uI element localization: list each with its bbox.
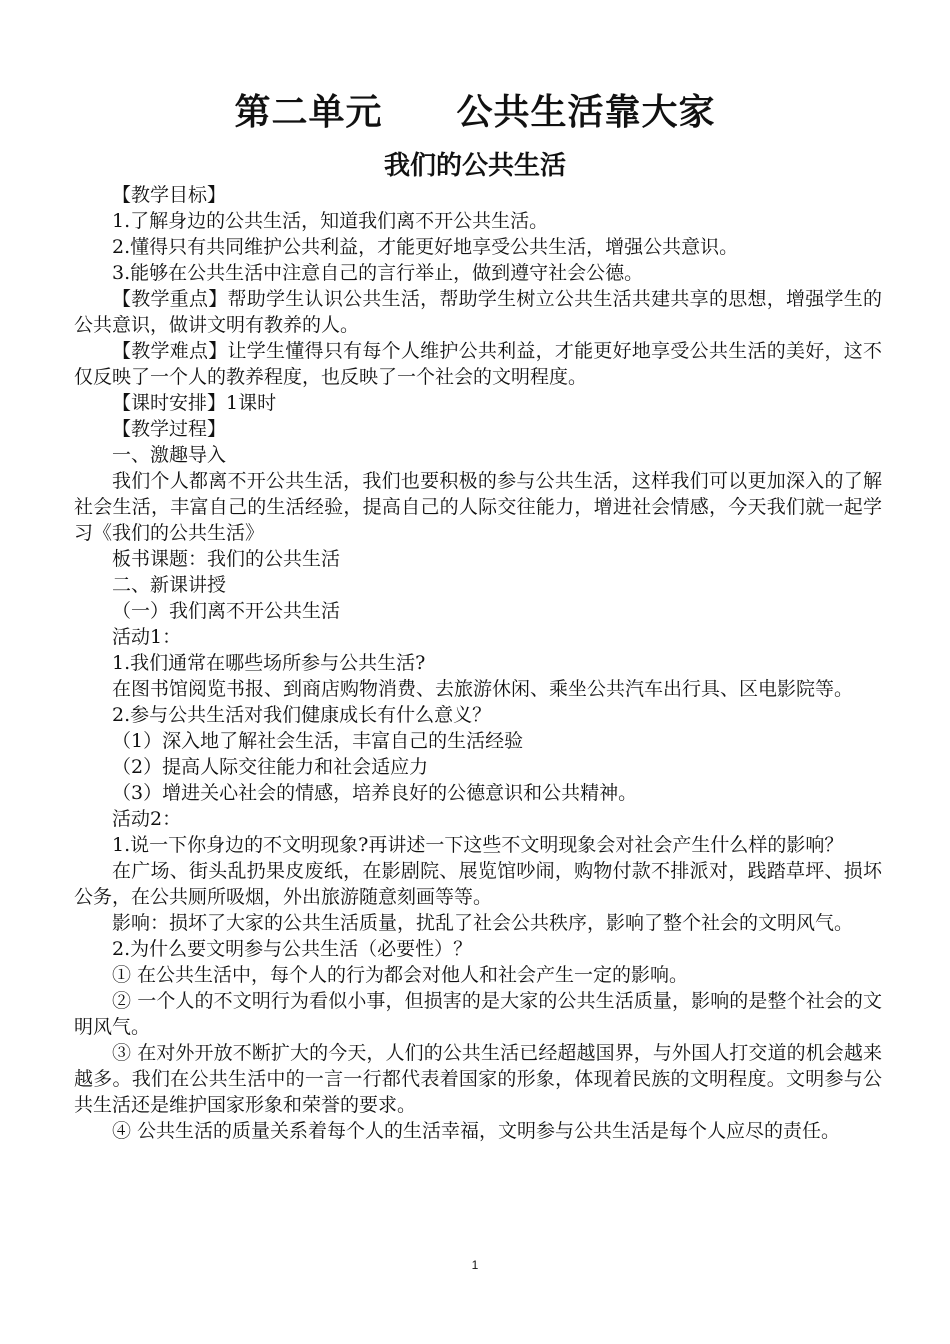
- paragraph-key-points: 【教学重点】帮助学生认识公共生活，帮助学生树立公共生活共建共享的思想，增强学生的公共意识，做讲文明有教养的人。: [74, 288, 882, 336]
- section-heading-intro: 一、激趣导入: [112, 444, 227, 466]
- subsection-heading-1: （一）我们离不开公共生活: [112, 600, 341, 622]
- answer-1-2-item-1: （1）深入地了解社会生活，丰富自己的生活经验: [112, 730, 524, 752]
- paragraph-difficulties: 【教学难点】让学生懂得只有每个人维护公共利益，才能更好地享受公共生活的美好，这不仅反映了一个人的教养程度，也反映了一个社会的文明程度。: [74, 340, 882, 388]
- paragraph-intro: 我们个人都离不开公共生活，我们也要积极的参与公共生活，这样我们可以更加深入的了解社会生活，丰富自己的生活经验，提高自己的人际交往能力，增进社会情感，今天我们就一起学习《我们的公共生活》: [74, 470, 882, 544]
- lesson-title: 我们的公共生活: [383, 151, 566, 181]
- activity-1-heading: 活动1：: [112, 626, 182, 648]
- paragraph-schedule: 【课时安排】1课时: [112, 392, 277, 414]
- section-heading-new-lesson: 二、新课讲授: [112, 574, 227, 596]
- answer-1-2-item-3: （3）增进关心社会的情感，培养良好的公德意识和公共精神。: [112, 782, 638, 804]
- answer-1-2-item-2: （2）提高人际交往能力和社会适应力: [112, 756, 429, 778]
- paragraph-objective-2: 2.懂得只有共同维护公共利益，才能更好地享受公共生活，增强公共意识。: [112, 236, 739, 258]
- lesson-body: [74, 182, 882, 1144]
- paragraph-objective-3: 3.能够在公共生活中注意自己的言行举止，做到遵守社会公德。: [112, 262, 644, 284]
- question-2-1: 1.说一下你身边的不文明现象?再讲述一下这些不文明现象会对社会产生什么样的影响？: [112, 834, 844, 856]
- paragraph-objectives-heading: 【教学目标】: [112, 184, 227, 206]
- paragraph-objective-1: 1.了解身边的公共生活，知道我们离不开公共生活。: [112, 210, 549, 232]
- answer-1-1: 在图书馆阅览书报、到商店购物消费、去旅游休闲、乘坐公共汽车出行具、区电影院等。: [112, 678, 854, 700]
- answer-2-2-point-2: ② 一个人的不文明行为看似小事，但损害的是大家的公共生活质量，影响的是整个社会的文明风气。: [74, 990, 882, 1038]
- activity-2-heading: 活动2：: [112, 808, 182, 830]
- paragraph-board-title: 板书课题：我们的公共生活: [112, 548, 341, 570]
- answer-2-1-examples: 在广场、街头乱扔果皮废纸，在影剧院、展览馆吵闹，购物付款不排派对，践踏草坪、损坏公务，在公共厕所吸烟，外出旅游随意刻画等等。: [74, 860, 882, 908]
- answer-2-2-point-1: ① 在公共生活中，每个人的行为都会对他人和社会产生一定的影响。: [112, 964, 689, 986]
- question-2-2: 2.为什么要文明参与公共生活（必要性）？: [112, 938, 473, 960]
- answer-2-2-point-4: ④ 公共生活的质量关系着每个人的生活幸福，文明参与公共生活是每个人应尽的责任。: [112, 1120, 841, 1142]
- question-1-2: 2.参与公共生活对我们健康成长有什么意义？: [112, 704, 492, 726]
- unit-title: 第二单元 公共生活靠大家: [234, 92, 716, 133]
- answer-2-2-point-3: ③ 在对外开放不断扩大的今天，人们的公共生活已经超越国界，与外国人打交道的机会越来越多。我们在公共生活中的一言一行都代表着国家的形象，体现着民族的文明程度。文明参与公共生活还是维护国家形象和荣誉的要求。: [74, 1042, 882, 1116]
- question-1-1: 1.我们通常在哪些场所参与公共生活?: [112, 652, 426, 674]
- page-number: 1: [471, 1258, 479, 1272]
- paragraph-process-heading: 【教学过程】: [112, 418, 227, 440]
- answer-2-1-impact: 影响：损坏了大家的公共生活质量，扰乱了社会公共秩序，影响了整个社会的文明风气。: [112, 912, 854, 934]
